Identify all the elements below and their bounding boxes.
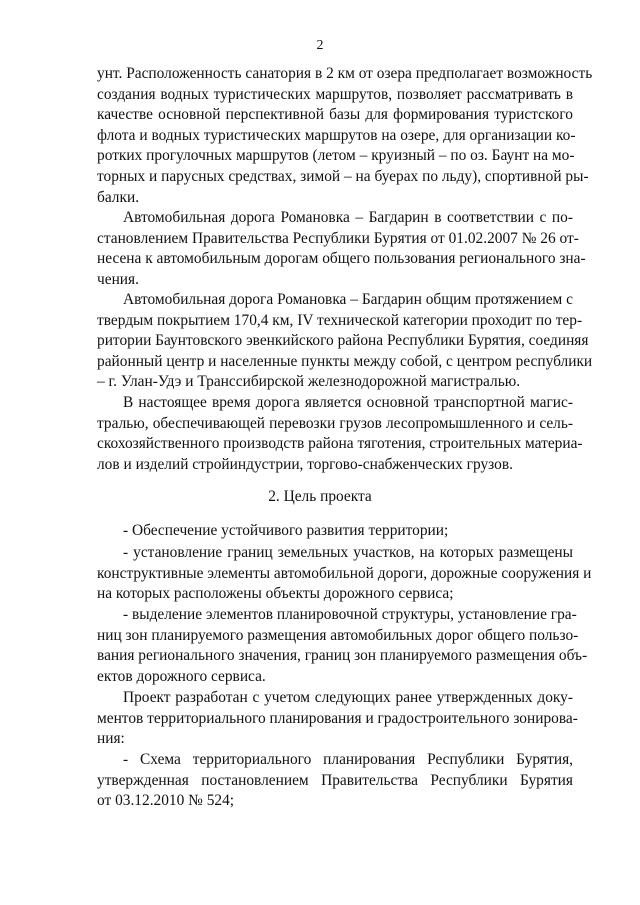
- text-line: несена к автомобильным дорогам общего пользования регионального зна-: [97, 250, 586, 268]
- text-line: - Обеспечение устойчивого развития территории;: [123, 522, 449, 539]
- text-line: утвержденная постановлением Правительства Республики Бурятия: [97, 771, 573, 789]
- paragraph-road-importance: [97, 393, 583, 475]
- text-line: балки.: [97, 188, 140, 206]
- text-line: В настоящее время дорога является основной транспортной магис-: [123, 394, 573, 411]
- text-line: на которых расположены объекты дорожного сервиса;: [97, 585, 454, 603]
- text-line: качестве основной перспективной базы для формирования туристского: [97, 106, 573, 124]
- goal-item: [97, 605, 588, 687]
- text-line: ротких прогулочных маршрутов (летом – круизный – по оз. Баунт на мо-: [97, 147, 575, 165]
- text-line: скохозяйственного производств района тяготения, строительных материа-: [97, 435, 583, 453]
- text-line: Автомобильная дорога Романовка – Багдарин общим протяжением с: [123, 291, 573, 308]
- text-line: чения.: [97, 270, 139, 288]
- text-line: - установление границ земельных участков, на которых размещены: [123, 544, 573, 561]
- text-line: становлением Правительства Республики Бурятия от 01.02.2007 № 26 от-: [97, 229, 579, 247]
- text-line: от 03.12.2010 № 524;: [97, 792, 235, 810]
- text-line: тралью, обеспечивающей перевозки грузов лесопромышленного и сель-: [97, 414, 573, 432]
- text-line: создания водных туристических маршрутов, позволяет рассматривать в: [97, 85, 573, 103]
- text-line: ментов территориального планирования и градостроительного зонирова-: [97, 709, 578, 727]
- text-line: вания регионального значения, границ зон планируемого размещения объ-: [97, 647, 588, 665]
- goal-item: [97, 543, 592, 605]
- text-line: флота и водных туристических маршрутов на озере, для организации ко-: [97, 126, 576, 144]
- paragraph-approved-documents: [97, 688, 578, 750]
- text-line: - Схема территориального планирования Республики Бурятия,: [123, 751, 573, 768]
- text-line: унт. Расположенность санатория в 2 км от озера предполагает возможность: [97, 65, 593, 82]
- paragraph-road-length: [97, 290, 593, 393]
- paragraph-sanatorium: [97, 64, 593, 208]
- goal-item: [97, 521, 573, 542]
- section-heading: 2. Цель проекта: [268, 488, 372, 505]
- text-line: Автомобильная дорога Романовка – Багдарин в соответствии с по-: [123, 209, 573, 226]
- text-line: районный центр и населенные пункты между собой, с центром республики: [97, 352, 593, 370]
- text-line: ниц зон планируемого размещения автомобильных дорог общего пользо-: [97, 626, 579, 644]
- text-line: лов и изделий стройиндустрии, торгово-снабженческих грузов.: [97, 455, 513, 473]
- text-line: ния:: [97, 730, 125, 748]
- text-line: конструктивные элементы автомобильной дороги, дорожные сооружения и: [97, 564, 592, 582]
- document-list-item: [97, 750, 573, 812]
- text-line: торных и парусных средствах, зимой – на буерах по льду), спортивной ры-: [97, 167, 589, 185]
- text-line: ектов дорожного сервиса.: [97, 667, 266, 685]
- text-line: ритории Баунтовского эвенкийского района Республики Бурятия, соединяя: [97, 332, 589, 350]
- paragraph-road-status: [97, 208, 586, 290]
- text-line: – г. Улан-Удэ и Транссибирской железнодорожной магистралью.: [97, 373, 521, 391]
- text-line: твердым покрытием 170,4 км, IV технической категории проходит по тер-: [97, 311, 583, 329]
- text-line: - выделение элементов планировочной структуры, установление гра-: [123, 606, 577, 623]
- text-line: Проект разработан с учетом следующих ранее утвержденных доку-: [123, 689, 573, 706]
- page-number: 2: [316, 38, 324, 53]
